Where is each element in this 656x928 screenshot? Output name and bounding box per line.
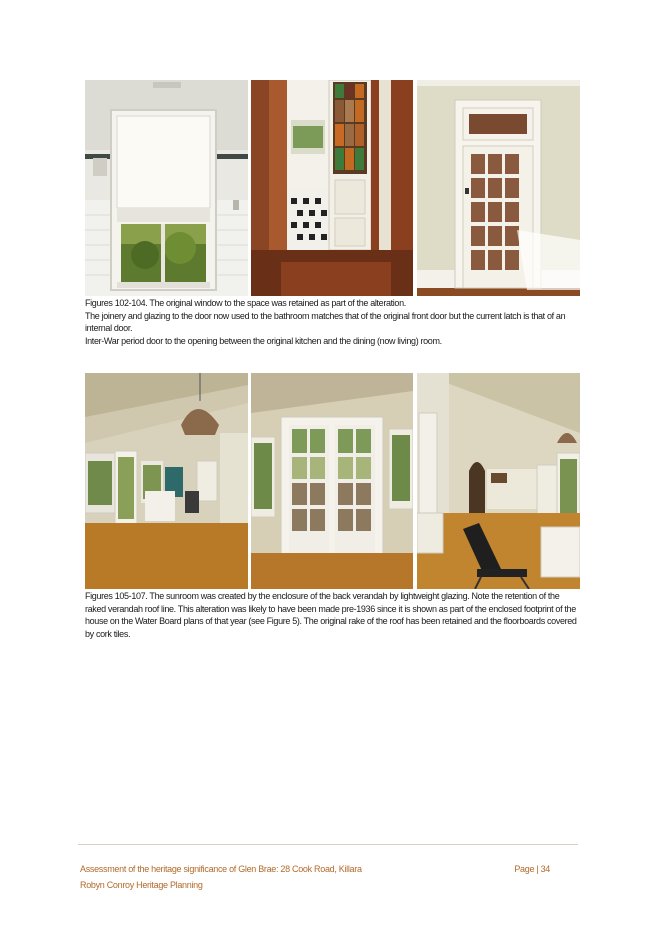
- caption-line: Inter-War period door to the opening between the original kitchen and the dining (now living) room.: [85, 335, 442, 346]
- page-footer: [80, 861, 550, 893]
- photo-bathroom-door: [251, 80, 413, 296]
- footer-divider: [78, 844, 578, 845]
- photo-sunroom-lamp: [85, 373, 248, 589]
- photo-row-figures-102-104: [85, 80, 580, 296]
- photo-inter-war-door: [417, 80, 580, 296]
- caption-paragraph: Figures 105-107. The sunroom was created by the enclosure of the back verandah by lightweight glazing. Note the retention of the raked verandah roof line. This alteration was likely to have been made pre-1936 since it is shown as part of the enclosed footprint of the house on the Water Board plans of that year (see Figure 5). The original rake of the roof has been retained and the floorboards covered by cork tiles.: [85, 591, 577, 639]
- footer-author: Robyn Conroy Heritage Planning: [80, 880, 203, 890]
- photo-original-window: [85, 80, 248, 296]
- photo-sunroom-chair: [417, 373, 580, 589]
- caption-figures-102-104: [85, 297, 580, 347]
- photo-row-figures-105-107: [85, 373, 580, 589]
- caption-figures-105-107: [85, 590, 580, 640]
- photo-sunroom-french-doors: [251, 373, 413, 589]
- caption-line: The joinery and glazing to the door now used to the bathroom matches that of the original front door but the current latch is that of an internal door.: [85, 310, 566, 333]
- footer-page-number: Page | 34: [514, 864, 550, 874]
- caption-line: Figures 102-104. The original window to the space was retained as part of the alteration.: [85, 298, 406, 308]
- footer-document-title: Assessment of the heritage significance of Glen Brae: 28 Cook Road, Killara: [80, 864, 362, 874]
